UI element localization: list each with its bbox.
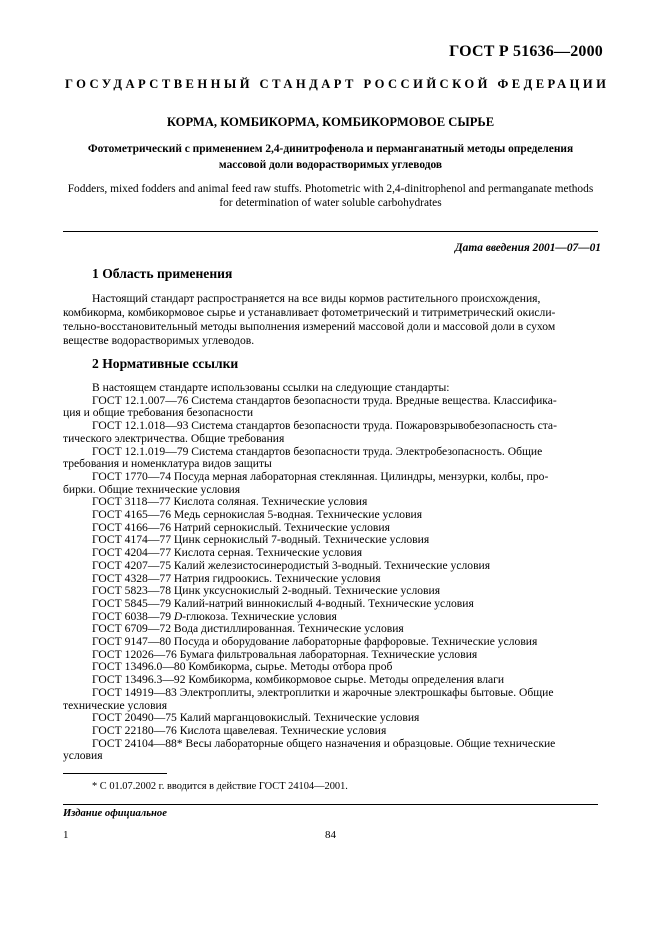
top-divider xyxy=(63,231,598,232)
reference-line: ГОСТ 1770—74 Посуда мерная лабораторная стеклянная. Цилиндры, мензурки, колбы, про- xyxy=(92,469,549,483)
reference-line: бирки. Общие технические условия xyxy=(63,482,241,496)
english-title xyxy=(55,182,606,210)
edition-label: Издание официальное xyxy=(63,808,167,819)
reference-line: ГОСТ 6038—79 D-глюкоза. Технические условия xyxy=(92,609,337,623)
text-line: комбикорма, комбикормовое сырье и устанавливает фотометрический и титриметрический окисли- xyxy=(63,305,556,319)
footnote-divider xyxy=(63,773,167,774)
state-standard-banner: ГОСУДАРСТВЕННЫЙ СТАНДАРТ РОССИЙСКОЙ ФЕДЕРАЦИИ xyxy=(65,77,610,91)
reference-line: ГОСТ 14919—83 Электроплиты, электроплитки и жарочные электрошкафы бытовые. Общие xyxy=(92,685,554,699)
reference-line: ГОСТ 4166—76 Натрий сернокислый. Технические условия xyxy=(92,520,390,534)
document-title: КОРМА, КОМБИКОРМА, КОМБИКОРМОВОЕ СЫРЬЕ xyxy=(166,115,495,129)
reference-line: ГОСТ 4328—77 Натрия гидроокись. Технические условия xyxy=(92,571,381,585)
english-title-line: for determination of water soluble carbohydrates xyxy=(219,197,442,209)
reference-line: технические условия xyxy=(63,698,168,712)
italic-d: D xyxy=(173,609,183,623)
bottom-divider xyxy=(63,804,598,805)
reference-line: ГОСТ 13496.3—92 Комбикорма, комбикормовое сырье. Методы определения влаги xyxy=(92,673,505,687)
reference-line: тического электричества. Общие требования xyxy=(63,431,285,445)
page-number-center: 84 xyxy=(325,829,336,841)
section-1-heading: 1 Область применения xyxy=(92,266,233,281)
reference-line: ГОСТ 12026—76 Бумага фильтровальная лабораторная. Технические условия xyxy=(92,647,478,661)
reference-line: ция и общие требования безопасности xyxy=(63,406,254,420)
footnote: * С 01.07.2002 г. вводится в действие ГОСТ 24104—2001. xyxy=(92,781,348,792)
section-1-text xyxy=(63,292,598,348)
english-title-line: Fodders, mixed fodders and animal feed raw stuffs. Photometric with 2,4-dinitrophenol and permanganate methods xyxy=(67,183,594,195)
text-line: Настоящий стандарт распространяется на все виды кормов растительного происхождения, xyxy=(92,292,541,305)
reference-line: ГОСТ 9147—80 Посуда и оборудование лабораторные фарфоровые. Технические условия xyxy=(92,635,538,649)
reference-line: требования и номенклатура видов защиты xyxy=(63,457,272,471)
text-line: веществе водорастворимых углеводов. xyxy=(63,333,255,347)
section-2-heading: 2 Нормативные ссылки xyxy=(92,356,239,371)
reference-line: ГОСТ 3118—77 Кислота соляная. Технические условия xyxy=(92,495,368,509)
subtitle-line: массовой доли водорастворимых углеводов xyxy=(218,159,443,171)
reference-line: ГОСТ 4165—76 Медь сернокислая 5-водная. Технические условия xyxy=(92,508,423,522)
reference-line: условия xyxy=(63,749,103,763)
text-line: тельно-восстановительный методы выполнения измерений массовой доли и массовой доли в сухом xyxy=(63,319,556,333)
reference-line: ГОСТ 12.1.019—79 Система стандартов безопасности труда. Электробезопасность. Общие xyxy=(92,444,543,458)
reference-line: ГОСТ 5845—79 Калий-натрий виннокислый 4-водный. Технические условия xyxy=(92,596,474,610)
page-number-left: 1 xyxy=(63,829,69,841)
subtitle-line: Фотометрический с применением 2,4-динитрофенола и перманганатный методы определения xyxy=(87,143,574,155)
introduction-date: Дата введения 2001—07—01 xyxy=(454,242,601,254)
reference-line: ГОСТ 6709—72 Вода дистиллированная. Технические условия xyxy=(92,622,404,636)
reference-line: ГОСТ 12.1.018—93 Система стандартов безопасности труда. Пожаровзрывобезопасность ста- xyxy=(92,419,557,433)
standard-number: ГОСТ Р 51636—2000 xyxy=(449,43,603,60)
reference-line: ГОСТ 4174—77 Цинк сернокислый 7-водный. Технические условия xyxy=(92,533,430,547)
reference-line: ГОСТ 12.1.007—76 Система стандартов безопасности труда. Вредные вещества. Классифика- xyxy=(92,393,557,407)
reference-line: ГОСТ 22180—76 Кислота щавелевая. Технические условия xyxy=(92,723,387,737)
reference-line: ГОСТ 13496.0—80 Комбикорма, сырье. Методы отбора проб xyxy=(92,660,393,674)
normative-references-list xyxy=(63,382,598,763)
reference-line: В настоящем стандарте использованы ссылки на следующие стандарты: xyxy=(92,381,450,394)
reference-line: ГОСТ 24104—88* Весы лабораторные общего назначения и образцовые. Общие технические xyxy=(92,736,556,750)
reference-line: ГОСТ 4207—75 Калий железистосинеродистый 3-водный. Технические условия xyxy=(92,558,491,572)
document-subtitle xyxy=(70,141,591,173)
reference-line: ГОСТ 5823—78 Цинк уксуснокислый 2-водный. Технические условия xyxy=(92,584,441,598)
reference-line: ГОСТ 20490—75 Калий марганцовокислый. Технические условия xyxy=(92,711,420,725)
reference-line: ГОСТ 4204—77 Кислота серная. Технические условия xyxy=(92,546,363,560)
